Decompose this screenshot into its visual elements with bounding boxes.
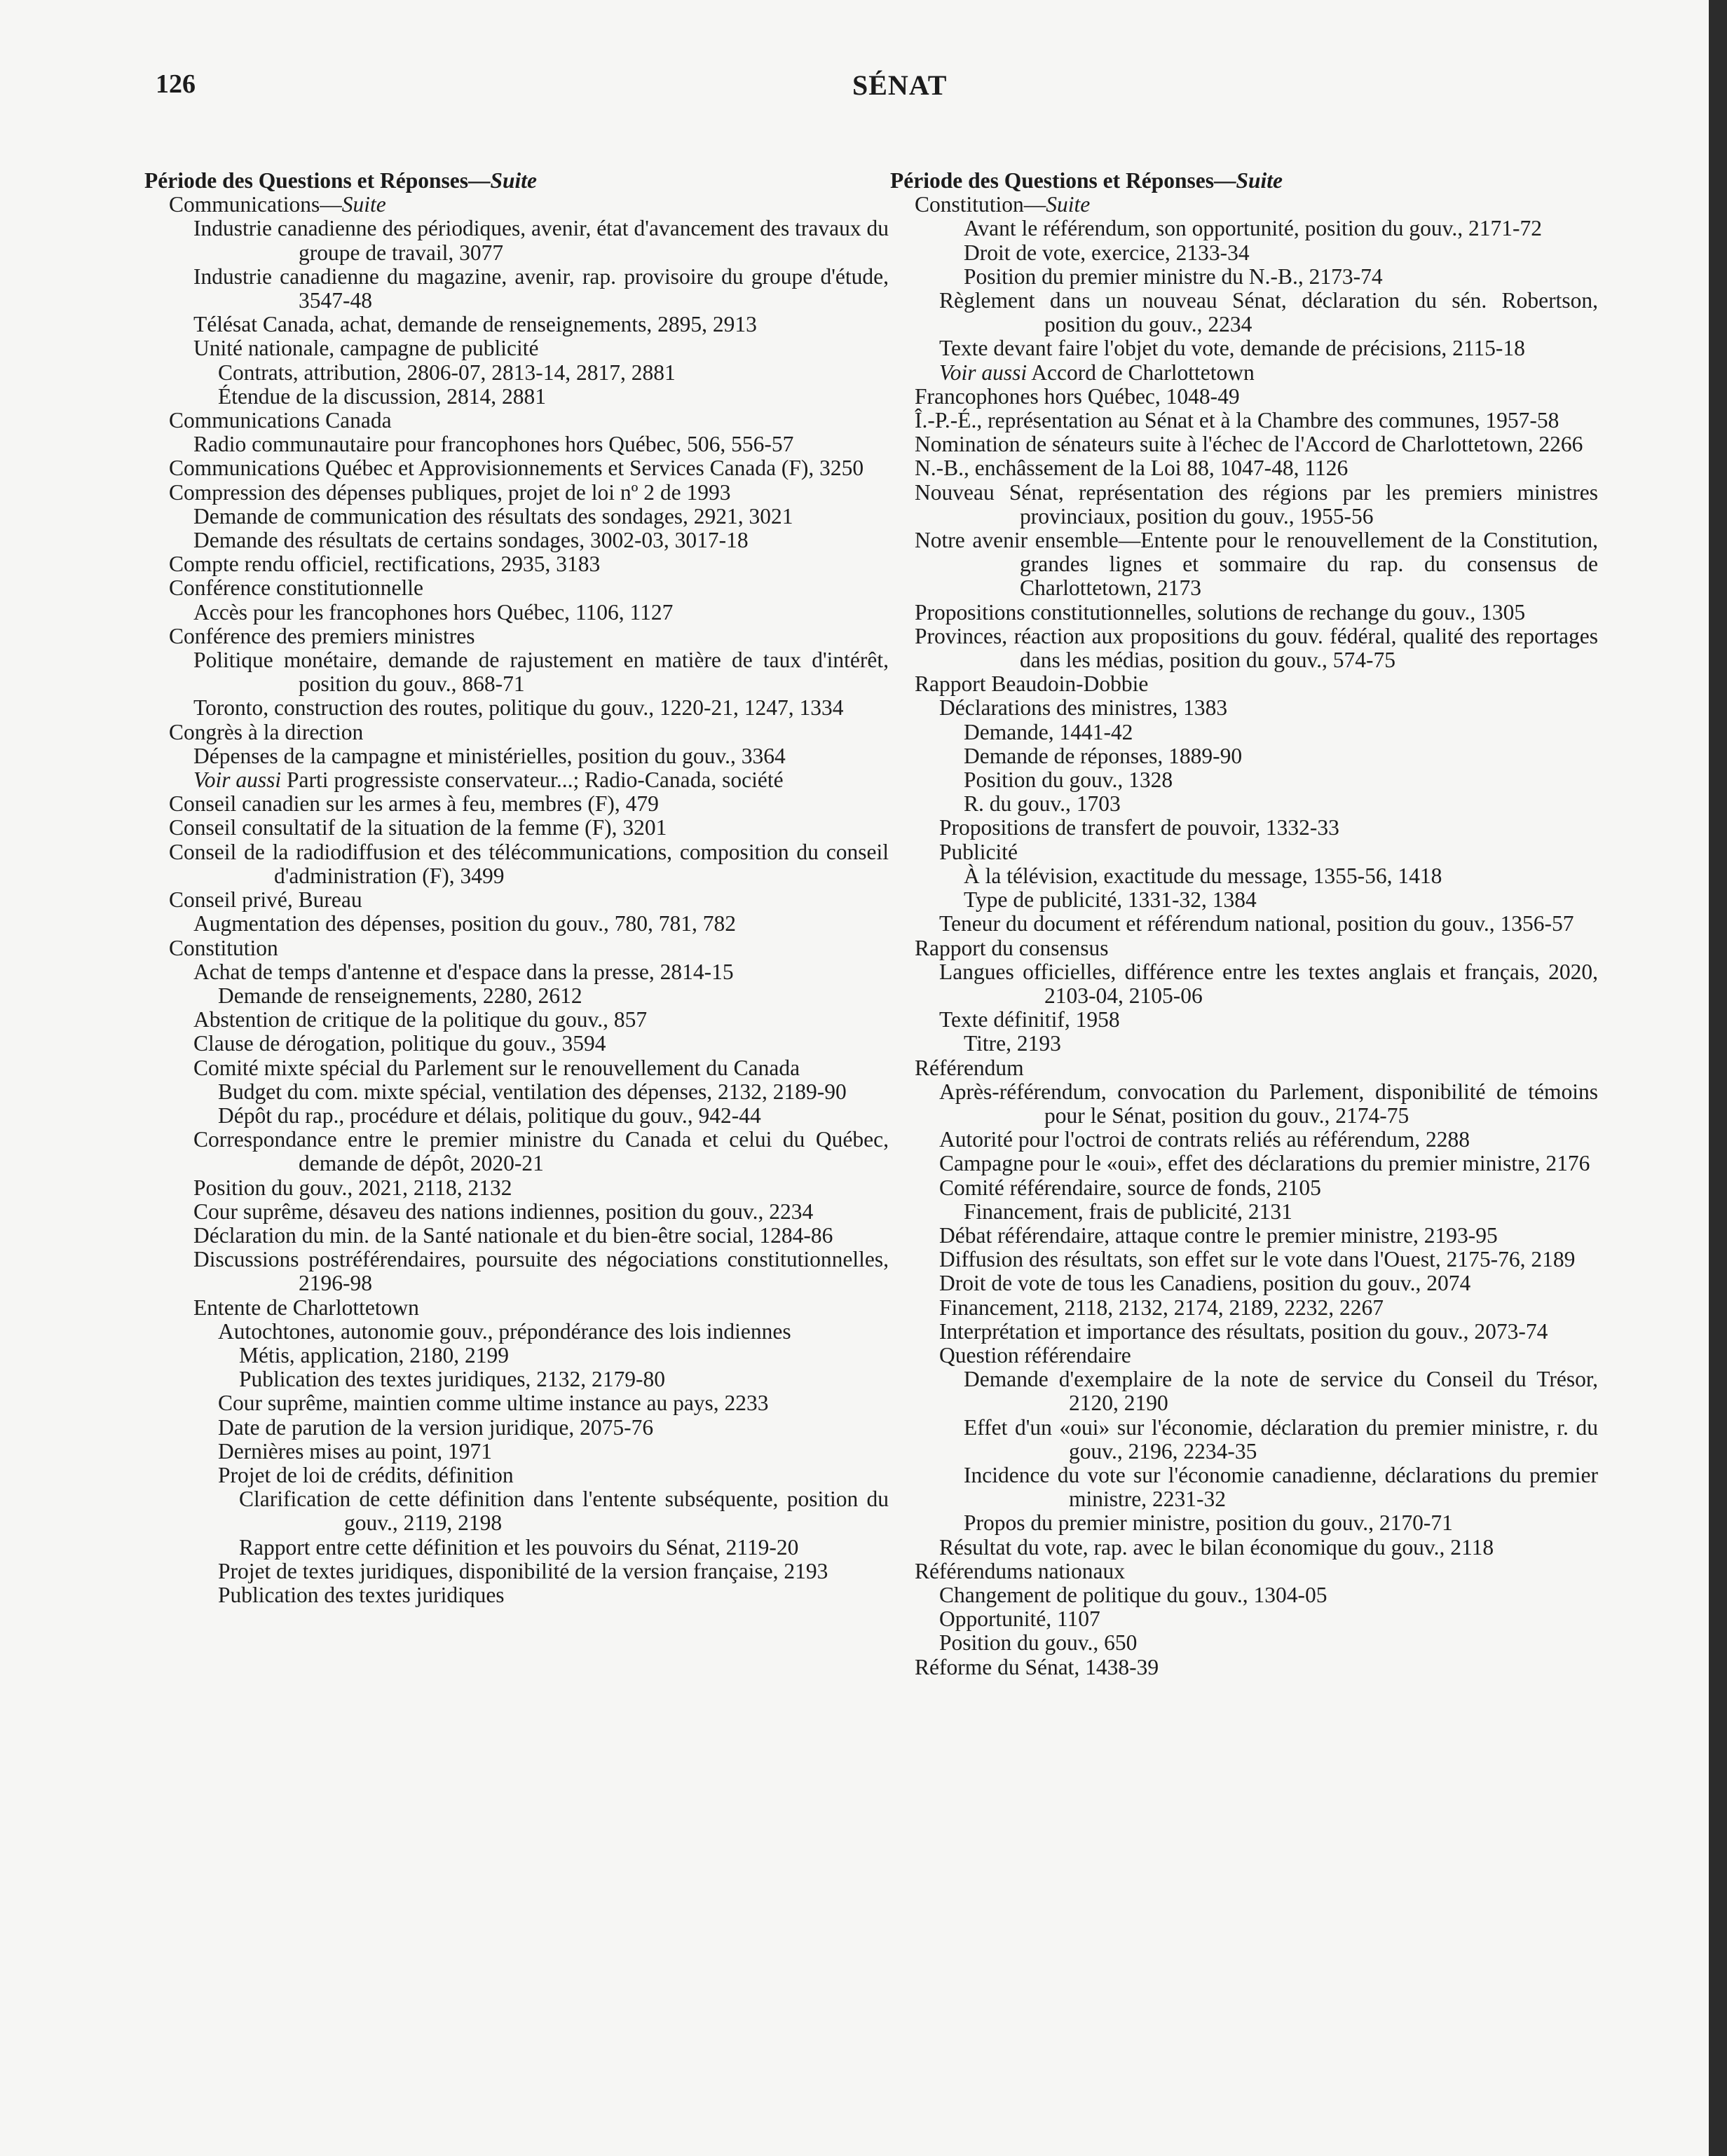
entry-text: Compression des dépenses publiques, projet de loi nº 2 de 1993 — [169, 479, 731, 505]
entry-text: Radio communautaire pour francophones hors Québec, 506, 556-57 — [193, 432, 794, 457]
index-entry — [144, 576, 889, 600]
entry-text: Texte définitif, 1958 — [939, 1007, 1120, 1032]
entry-text: Diffusion des résultats, son effet sur le vote dans l'Ouest, 2175-76, 2189 — [939, 1247, 1576, 1272]
entry-text: Budget du com. mixte spécial, ventilation des dépenses, 2132, 2189-90 — [218, 1079, 847, 1104]
entry-text: Accès pour les francophones hors Québec, 1106, 1127 — [193, 599, 674, 625]
entry-text: Publicité — [939, 839, 1018, 864]
index-entry — [144, 625, 889, 648]
index-entry — [144, 456, 889, 480]
index-entry — [890, 1152, 1598, 1175]
entry-text: Conseil canadien sur les armes à feu, membres (F), 479 — [169, 791, 659, 817]
entry-text: Demande de réponses, 1889-90 — [964, 743, 1243, 768]
entry-text: Industrie canadienne du magazine, avenir, rap. provisoire du groupe d'étude, 3547-48 — [193, 264, 889, 313]
entry-text: Conseil consultatif de la situation de la femme (F), 3201 — [169, 815, 667, 840]
scanner-edge — [1709, 0, 1727, 2156]
index-entry — [144, 912, 889, 936]
entry-text: Cour suprême, maintien comme ultime instance au pays, 2233 — [218, 1391, 769, 1416]
entry-text: R. du gouv., 1703 — [964, 791, 1121, 817]
index-entry — [890, 1200, 1598, 1224]
entry-text: Communications— — [169, 192, 342, 217]
entry-text: Unité nationale, campagne de publicité — [193, 336, 539, 361]
index-entry — [144, 1391, 889, 1415]
index-entry — [890, 336, 1598, 360]
entry-text: Financement, frais de publicité, 2131 — [964, 1199, 1292, 1224]
index-entry — [890, 528, 1598, 601]
index-entry — [144, 1104, 889, 1128]
entry-text: Période des Questions et Réponses— — [890, 168, 1236, 193]
entry-text: Télésat Canada, achat, demande de renseignements, 2895, 2913 — [193, 312, 757, 337]
index-entry — [890, 1536, 1598, 1560]
index-entry — [144, 361, 889, 385]
entry-text: Changement de politique du gouv., 1304-05 — [939, 1582, 1327, 1607]
index-entry — [890, 1224, 1598, 1248]
index-entry — [890, 1511, 1598, 1535]
index-entry — [144, 936, 889, 960]
continued-label: Suite — [1046, 192, 1091, 217]
index-entry — [890, 864, 1598, 888]
index-entry — [890, 1271, 1598, 1295]
index-entry — [890, 193, 1598, 217]
entry-text: Rapport Beaudoin-Dobbie — [915, 671, 1149, 697]
entry-text: Référendum — [915, 1055, 1024, 1080]
index-entry — [144, 816, 889, 840]
index-entry — [890, 1296, 1598, 1320]
index-entry — [890, 744, 1598, 768]
index-entry — [890, 432, 1598, 456]
entry-text: Publication des textes juridiques, 2132, 2179-80 — [239, 1367, 666, 1392]
entry-text: Congrès à la direction — [169, 719, 364, 744]
index-entry — [890, 936, 1598, 960]
index-entry — [144, 1200, 889, 1224]
entry-text: Propositions de transfert de pouvoir, 1332-33 — [939, 815, 1339, 840]
index-entry — [144, 648, 889, 696]
entry-text: Après-référendum, convocation du Parlement, disponibilité de témoins pour le Sénat, position du gouv., 2174-75 — [939, 1079, 1598, 1128]
index-entry — [890, 1008, 1598, 1032]
index-entry — [890, 1320, 1598, 1344]
index-heading — [890, 169, 1598, 193]
entry-text: Clarification de cette définition dans l'entente subséquente, position du gouv., 2119, 2198 — [239, 1487, 889, 1536]
index-entry — [144, 336, 889, 360]
index-entry — [890, 840, 1598, 864]
index-entry — [144, 265, 889, 313]
entry-text: Date de parution de la version juridique, 2075-76 — [218, 1414, 654, 1440]
index-entry — [890, 696, 1598, 720]
index-entry — [144, 432, 889, 456]
entry-text: Rapport entre cette définition et les pouvoirs du Sénat, 2119-20 — [239, 1534, 799, 1560]
entry-text: Métis, application, 2180, 2199 — [239, 1342, 509, 1367]
entry-text: À la télévision, exactitude du message, 1355-56, 1418 — [964, 863, 1442, 888]
entry-text: Conférence constitutionnelle — [169, 575, 424, 601]
entry-text: Cour suprême, désaveu des nations indiennes, position du gouv., 2234 — [193, 1199, 814, 1224]
entry-text: Propos du premier ministre, position du gouv., 2170-71 — [964, 1510, 1453, 1536]
entry-text: Position du gouv., 2021, 2118, 2132 — [193, 1175, 512, 1200]
entry-text: Conseil de la radiodiffusion et des télécommunications, composition du conseil d'administration (F), 3499 — [169, 839, 889, 888]
index-entry — [890, 409, 1598, 432]
entry-text: Règlement dans un nouveau Sénat, déclaration du sén. Robertson, position du gouv., 2234 — [939, 288, 1598, 337]
index-entry — [890, 1416, 1598, 1464]
entry-text: Autochtones, autonomie gouv., prépondérance des lois indiennes — [218, 1318, 791, 1344]
index-entry — [144, 1008, 889, 1032]
entry-text: Entente de Charlottetown — [193, 1295, 419, 1320]
index-entry — [144, 1176, 889, 1200]
index-entry — [144, 1128, 889, 1175]
entry-text: Industrie canadienne des périodiques, avenir, état d'avancement des travaux du groupe de travail, 3077 — [193, 216, 889, 265]
entry-text: Augmentation des dépenses, position du gouv., 780, 781, 782 — [193, 911, 737, 936]
index-entry — [144, 1416, 889, 1440]
entry-text: Réforme du Sénat, 1438-39 — [915, 1654, 1159, 1679]
entry-text: Provinces, réaction aux propositions du gouv. fédéral, qualité des reportages dans les médias, position du gouv., 574-75 — [915, 623, 1598, 673]
entry-text: Constitution — [169, 935, 278, 960]
index-column-right — [890, 169, 1598, 1679]
index-entry — [144, 960, 889, 984]
entry-text: Propositions constitutionnelles, solutions de rechange du gouv., 1305 — [915, 599, 1526, 625]
index-entry — [144, 1056, 889, 1080]
entry-text: Nouveau Sénat, représentation des régions par les premiers ministres provinciaux, position du gouv., 1955-56 — [915, 479, 1598, 528]
entry-text: Achat de temps d'antenne et d'espace dans la presse, 2814-15 — [193, 959, 734, 984]
entry-text: Période des Questions et Réponses— — [144, 168, 491, 193]
entry-text: Droit de vote, exercice, 2133-34 — [964, 240, 1250, 265]
index-entry — [144, 721, 889, 744]
entry-text: Compte rendu officiel, rectifications, 2935, 3183 — [169, 552, 601, 577]
index-entry — [144, 601, 889, 625]
entry-text: Résultat du vote, rap. avec le bilan économique du gouv., 2118 — [939, 1534, 1494, 1560]
index-entry — [144, 1320, 889, 1344]
index-entry — [890, 385, 1598, 409]
index-entry — [144, 313, 889, 336]
index-entry — [890, 721, 1598, 744]
index-entry — [144, 1583, 889, 1607]
entry-text: Politique monétaire, demande de rajustement en matière de taux d'intérêt, position du gouv., 868-71 — [193, 648, 889, 697]
index-entry — [890, 1583, 1598, 1607]
entry-text: Dépôt du rap., procédure et délais, politique du gouv., 942-44 — [218, 1103, 761, 1128]
entry-text: Demande des résultats de certains sondages, 3002-03, 3017-18 — [193, 528, 749, 553]
index-entry — [890, 601, 1598, 625]
entry-text: Contrats, attribution, 2806-07, 2813-14, 2817, 2881 — [218, 360, 676, 385]
index-entry — [144, 1487, 889, 1535]
entry-text: Toronto, construction des routes, politique du gouv., 1220-21, 1247, 1334 — [193, 695, 844, 721]
entry-text: Position du premier ministre du N.-B., 2173-74 — [964, 264, 1383, 289]
index-entry — [144, 1248, 889, 1295]
entry-text: Comité référendaire, source de fonds, 2105 — [939, 1175, 1321, 1200]
entry-text: Publication des textes juridiques — [218, 1582, 505, 1607]
entry-text: Type de publicité, 1331-32, 1384 — [964, 887, 1257, 913]
index-entry — [144, 217, 889, 264]
index-entry — [890, 361, 1598, 385]
index-entry — [890, 1128, 1598, 1152]
index-entry — [890, 960, 1598, 1008]
entry-text: Opportunité, 1107 — [939, 1606, 1100, 1632]
index-entry — [890, 1344, 1598, 1367]
index-entry — [144, 409, 889, 432]
index-entry — [144, 696, 889, 720]
entry-text: Titre, 2193 — [964, 1031, 1061, 1056]
index-entry — [890, 265, 1598, 289]
index-entry — [890, 1560, 1598, 1583]
entry-text: Projet de textes juridiques, disponibilité de la version française, 2193 — [218, 1558, 828, 1583]
entry-text: Constitution— — [915, 192, 1046, 217]
index-entry — [890, 912, 1598, 936]
entry-text: Dépenses de la campagne et ministérielles, position du gouv., 3364 — [193, 743, 786, 768]
entry-text: Demande de communication des résultats des sondages, 2921, 3021 — [193, 503, 793, 528]
index-entry — [144, 1464, 889, 1487]
index-entry — [144, 1367, 889, 1391]
index-entry — [890, 217, 1598, 240]
index-entry — [144, 1224, 889, 1248]
entry-text: Notre avenir ensemble—Entente pour le renouvellement de la Constitution, grandes lignes et sommaire du rap. du consensus de Charlottetown, 2173 — [915, 528, 1598, 601]
index-entry — [144, 768, 889, 792]
entry-text: Effet d'un «oui» sur l'économie, déclaration du premier ministre, r. du gouv., 2196, 2234-35 — [964, 1414, 1598, 1464]
index-entry — [144, 984, 889, 1008]
entry-text: Incidence du vote sur l'économie canadienne, déclarations du premier ministre, 2231-32 — [964, 1462, 1598, 1512]
entry-text: Demande, 1441-42 — [964, 719, 1133, 744]
entry-text: Projet de loi de crédits, définition — [218, 1462, 514, 1487]
index-entry — [890, 289, 1598, 336]
entry-text: Correspondance entre le premier ministre du Canada et celui du Québec, demande de dépôt, 2020-21 — [193, 1127, 889, 1176]
index-entry — [144, 505, 889, 528]
index-entry — [144, 385, 889, 409]
index-entry — [144, 1560, 889, 1583]
continued-label: Suite — [1236, 168, 1283, 193]
entry-text: Communications Québec et Approvisionnements et Services Canada (F), 3250 — [169, 456, 864, 481]
page-title: SÉNAT — [852, 69, 948, 101]
entry-text: Demande de renseignements, 2280, 2612 — [218, 983, 582, 1008]
index-entry — [890, 768, 1598, 792]
index-entry — [890, 1464, 1598, 1511]
index-entry — [144, 1344, 889, 1367]
index-column-left — [144, 169, 889, 1607]
index-entry — [890, 1248, 1598, 1271]
entry-text: Discussions postréférendaires, poursuite des négociations constitutionnelles, 2196-98 — [193, 1247, 889, 1296]
index-entry — [890, 672, 1598, 696]
index-entry — [144, 481, 889, 505]
entry-text: Texte devant faire l'objet du vote, demande de précisions, 2115-18 — [939, 336, 1525, 361]
index-entry — [890, 888, 1598, 912]
entry-text: Langues officielles, différence entre les textes anglais et français, 2020, 2103-04, 2105-06 — [939, 959, 1598, 1008]
index-entry — [890, 1080, 1598, 1128]
entry-text: Abstention de critique de la politique du gouv., 857 — [193, 1007, 648, 1032]
entry-text: Clause de dérogation, politique du gouv., 3594 — [193, 1031, 606, 1056]
index-entry — [144, 1440, 889, 1464]
entry-text: Interprétation et importance des résultats, position du gouv., 2073-74 — [939, 1318, 1548, 1344]
entry-text: Francophones hors Québec, 1048-49 — [915, 383, 1240, 409]
index-entry — [144, 528, 889, 552]
index-entry — [890, 481, 1598, 528]
entry-text: Question référendaire — [939, 1342, 1131, 1367]
entry-text: Comité mixte spécial du Parlement sur le renouvellement du Canada — [193, 1055, 800, 1080]
entry-text: Parti progressiste conservateur...; Radio-Canada, société — [281, 767, 784, 793]
see-also-label: Voir aussi — [939, 360, 1028, 385]
index-entry — [890, 1056, 1598, 1080]
index-entry — [890, 1607, 1598, 1631]
entry-text: Nomination de sénateurs suite à l'échec de l'Accord de Charlottetown, 2266 — [915, 432, 1583, 457]
entry-text: Dernières mises au point, 1971 — [218, 1438, 493, 1464]
index-entry — [890, 1032, 1598, 1056]
entry-text: Déclarations des ministres, 1383 — [939, 695, 1228, 721]
index-entry — [144, 840, 889, 888]
entry-text: N.-B., enchâssement de la Loi 88, 1047-48, 1126 — [915, 456, 1349, 481]
index-entry — [144, 888, 889, 912]
continued-label: Suite — [341, 192, 386, 217]
index-entry — [890, 456, 1598, 480]
index-entry — [144, 1032, 889, 1056]
page-number: 126 — [156, 69, 196, 99]
entry-text: Conseil privé, Bureau — [169, 887, 362, 913]
index-entry — [890, 1631, 1598, 1655]
index-entry — [144, 1080, 889, 1104]
entry-text: Accord de Charlottetown — [1027, 360, 1255, 385]
index-entry — [890, 625, 1598, 672]
index-entry — [890, 241, 1598, 265]
entry-text: Communications Canada — [169, 408, 392, 433]
entry-text: Position du gouv., 1328 — [964, 767, 1173, 793]
entry-text: Débat référendaire, attaque contre le premier ministre, 2193-95 — [939, 1222, 1498, 1248]
index-entry — [890, 792, 1598, 816]
entry-text: Déclaration du min. de la Santé nationale et du bien-être social, 1284-86 — [193, 1222, 833, 1248]
entry-text: Demande d'exemplaire de la note de service du Conseil du Trésor, 2120, 2190 — [964, 1367, 1598, 1416]
entry-text: Étendue de la discussion, 2814, 2881 — [218, 383, 547, 409]
entry-text: Position du gouv., 650 — [939, 1630, 1138, 1656]
index-entry — [890, 1367, 1598, 1415]
index-entry — [144, 744, 889, 768]
entry-text: Î.-P.-É., représentation au Sénat et à la Chambre des communes, 1957-58 — [915, 408, 1559, 433]
entry-text: Droit de vote de tous les Canadiens, position du gouv., 2074 — [939, 1271, 1471, 1296]
entry-text: Financement, 2118, 2132, 2174, 2189, 2232, 2267 — [939, 1295, 1384, 1320]
entry-text: Autorité pour l'octroi de contrats reliés au référendum, 2288 — [939, 1127, 1470, 1152]
index-entry — [144, 193, 889, 217]
index-heading — [144, 169, 889, 193]
index-entry — [144, 792, 889, 816]
entry-text: Référendums nationaux — [915, 1558, 1126, 1583]
entry-text: Conférence des premiers ministres — [169, 623, 475, 648]
entry-text: Rapport du consensus — [915, 935, 1109, 960]
index-entry — [144, 1296, 889, 1320]
entry-text: Campagne pour le «oui», effet des déclarations du premier ministre, 2176 — [939, 1151, 1590, 1176]
index-entry — [890, 816, 1598, 840]
entry-text: Teneur du document et référendum national, position du gouv., 1356-57 — [939, 911, 1574, 936]
index-entry — [144, 1536, 889, 1560]
entry-text: Avant le référendum, son opportunité, position du gouv., 2171-72 — [964, 216, 1542, 241]
index-entry — [144, 552, 889, 576]
index-entry — [890, 1656, 1598, 1679]
index-entry — [890, 1176, 1598, 1200]
see-also-label: Voir aussi — [193, 767, 282, 793]
continued-label: Suite — [490, 168, 538, 193]
